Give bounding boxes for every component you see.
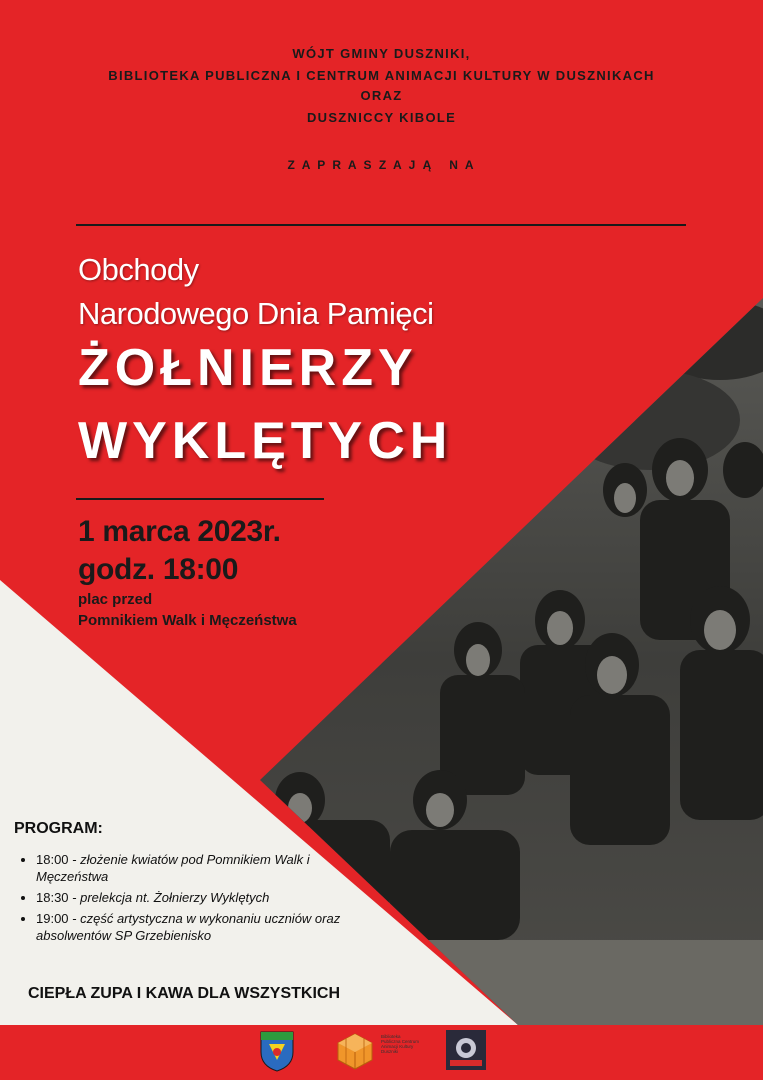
program-title: PROGRAM: — [14, 820, 103, 837]
title-line-4: WYKLĘTYCH — [78, 412, 453, 470]
footer-note: CIEPŁA ZUPA I KAWA DLA WSZYSTKICH — [28, 985, 340, 1002]
event-place-line-2: Pomnikiem Walk i Męczeństwa — [78, 612, 297, 629]
organizer-line-4: DUSZNICCY KIBOLE — [306, 110, 457, 125]
program-item-desc: prelekcja nt. Żołnierzy Wyklętych — [80, 890, 270, 905]
library-logo-text: Biblioteka Publiczna Centrum Animacji Kultury Duszniki — [381, 1034, 420, 1054]
program-item: • 19:00 - część artystyczna w wykonaniu uczniów oraz absolwentów SP Grzebienisko — [36, 910, 366, 944]
organizer-line-3: ORAZ — [360, 88, 403, 103]
title-line-1: Obchody — [78, 252, 199, 287]
divider-top — [76, 224, 686, 226]
program-item-time: 18:30 — [36, 890, 69, 905]
program-item-desc: złożenie kwiatów pod Pomnikiem Walk i Męczeństwa — [36, 852, 310, 884]
coat-of-arms-logo — [259, 1030, 295, 1072]
event-date: 1 marca 2023r. — [78, 515, 281, 548]
program-item: • 18:00 - złożenie kwiatów pod Pomnikiem Walk i Męczeństwa — [36, 851, 366, 885]
program-item-desc: część artystyczna w wykonaniu uczniów oraz absolwentów SP Grzebienisko — [36, 911, 341, 943]
event-time: godz. 18:00 — [78, 553, 239, 586]
event-place-line-1: plac przed — [78, 591, 153, 608]
program-item: • 18:30 - prelekcja nt. Żołnierzy Wyklętych — [36, 889, 366, 906]
invitation-text: Z A P R A S Z A J Ą N A — [287, 158, 476, 172]
library-logo-icon — [336, 1032, 374, 1070]
title-line-3: ŻOŁNIERZY — [78, 339, 418, 397]
organizer-line-2: BIBLIOTEKA PUBLICZNA I CENTRUM ANIMACJI KULTURY W DUSZNIKACH — [108, 68, 655, 83]
title-line-2: Narodowego Dnia Pamięci — [78, 296, 434, 331]
divider-middle — [76, 498, 324, 500]
organizer-line-1: WÓJT GMINY DUSZNIKI, — [292, 46, 471, 61]
program-item-time: 19:00 — [36, 911, 69, 926]
program-item-time: 18:00 — [36, 852, 69, 867]
fan-club-logo — [446, 1030, 486, 1070]
program-list — [20, 851, 366, 948]
